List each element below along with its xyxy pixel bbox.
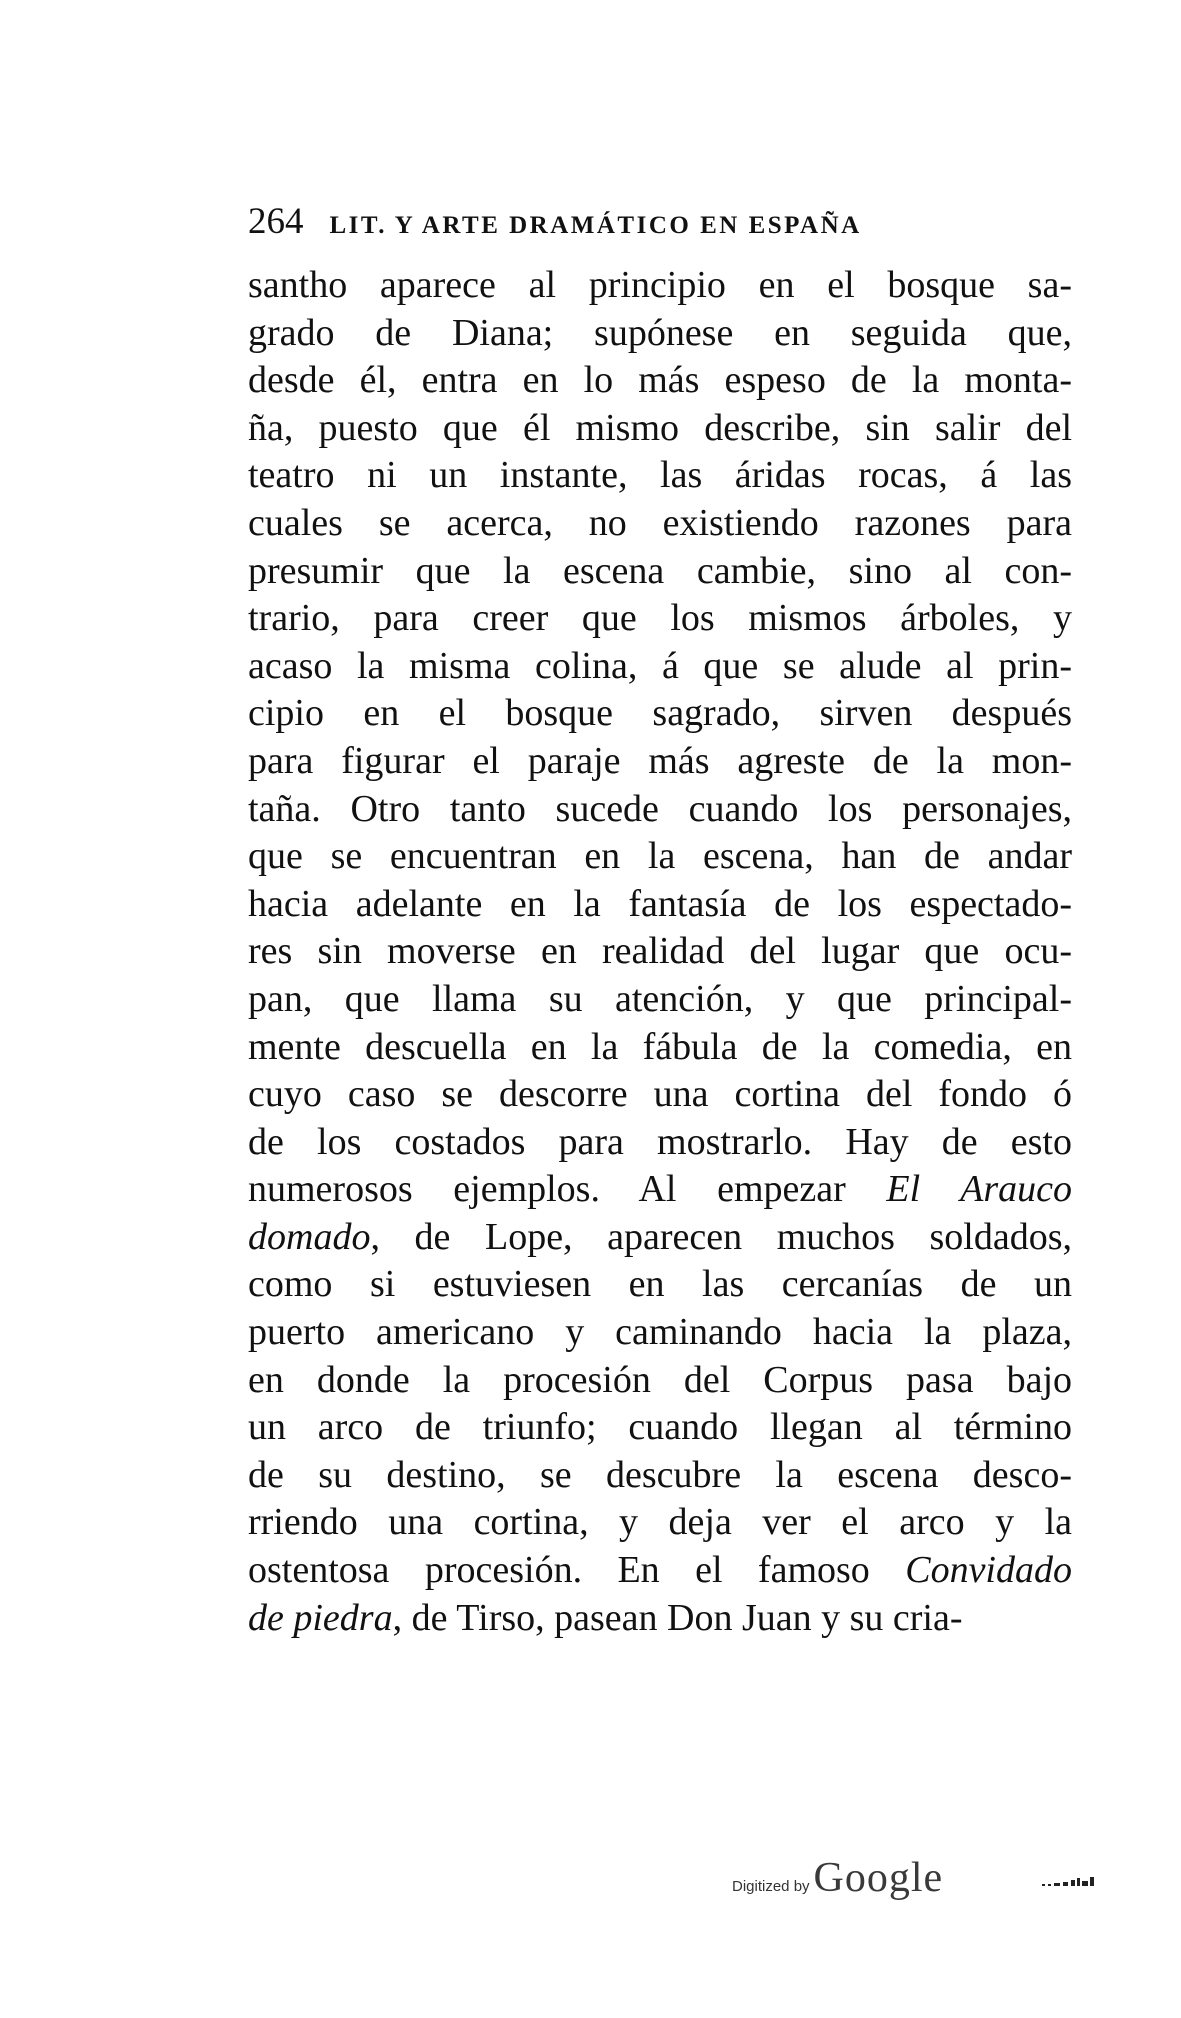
text-line: presumir que la escena cambie, sino al con- [248,549,1072,592]
text-line: para figurar el paraje más agreste de la mon- [248,739,1072,782]
text-line: pan, que llama su atención, y que principal- [248,977,1072,1020]
text-line: en donde la procesión del Corpus pasa bajo [248,1358,1072,1401]
text-line: acaso la misma colina, á que se alude al prin- [248,644,1072,687]
text-line: desde él, entra en lo más espeso de la monta- [248,359,1072,402]
text-line [248,1595,1072,1643]
text-segment: numerosos ejemplos. Al empezar [248,1168,846,1211]
text-line: de los costados para mostrarlo. Hay de esto [248,1120,1072,1163]
text-line: rriendo una cortina, y deja ver el arco y la [248,1501,1072,1544]
text-line: puerto americano y caminando hacia la plaza, [248,1311,1072,1354]
italic-title: Convidado [905,1549,1072,1592]
text-segment: ostentosa procesión. En el famoso [248,1549,870,1592]
text-line: teatro ni un instante, las áridas rocas, á las [248,454,1072,497]
text-line: cuyo caso se descorre una cortina del fondo ó [248,1073,1072,1116]
italic-title: domado [248,1215,371,1258]
text-line: trario, para creer que los mismos árboles, y [248,597,1072,640]
text-line: que se encuentran en la escena, han de andar [248,835,1072,878]
scan-mark-icon [1040,1876,1100,1890]
text-line: de su destino, se descubre la escena desco- [248,1453,1072,1496]
digitized-footer [732,1854,1092,1910]
running-head [248,200,1068,256]
text-line: mente descuella en la fábula de la comedia, en [248,1025,1072,1068]
text-line: santho aparece al principio en el bosque sa- [248,264,1072,306]
google-wordmark: Google [813,1855,944,1901]
digitized-label: Digitized by [732,1878,810,1895]
text-line: ña, puesto que él mismo describe, sin salir del [248,406,1072,449]
text-line: un arco de triunfo; cuando llegan al término [248,1406,1072,1449]
text-line: hacia adelante en la fantasía de los espectado- [248,882,1072,925]
text-line [248,1214,1072,1262]
text-line: grado de Diana; supónese en seguida que, [248,311,1072,354]
italic-title: El Arauco [886,1168,1072,1211]
text-line: res sin moverse en realidad del lugar que ocu- [248,930,1072,973]
text-line: taña. Otro tanto sucede cuando los personajes, [248,787,1072,830]
text-segment: , de Tirso, pasean Don Juan y su cria- [392,1596,963,1639]
text-line: cipio en el bosque sagrado, sirven después [248,692,1072,735]
header-title: LIT. Y ARTE DRAMÁTICO EN ESPAÑA [329,212,862,239]
text-line [248,1547,1072,1595]
italic-title: de piedra [248,1596,393,1639]
body-text [248,262,1072,1642]
page-number: 264 [248,201,304,242]
text-segment: , de Lope, aparecen muchos soldados, [370,1215,1072,1258]
text-line [248,1166,1072,1214]
text-line: como si estuviesen en las cercanías de un [248,1263,1072,1306]
text-line: cuales se acerca, no existiendo razones para [248,501,1072,544]
